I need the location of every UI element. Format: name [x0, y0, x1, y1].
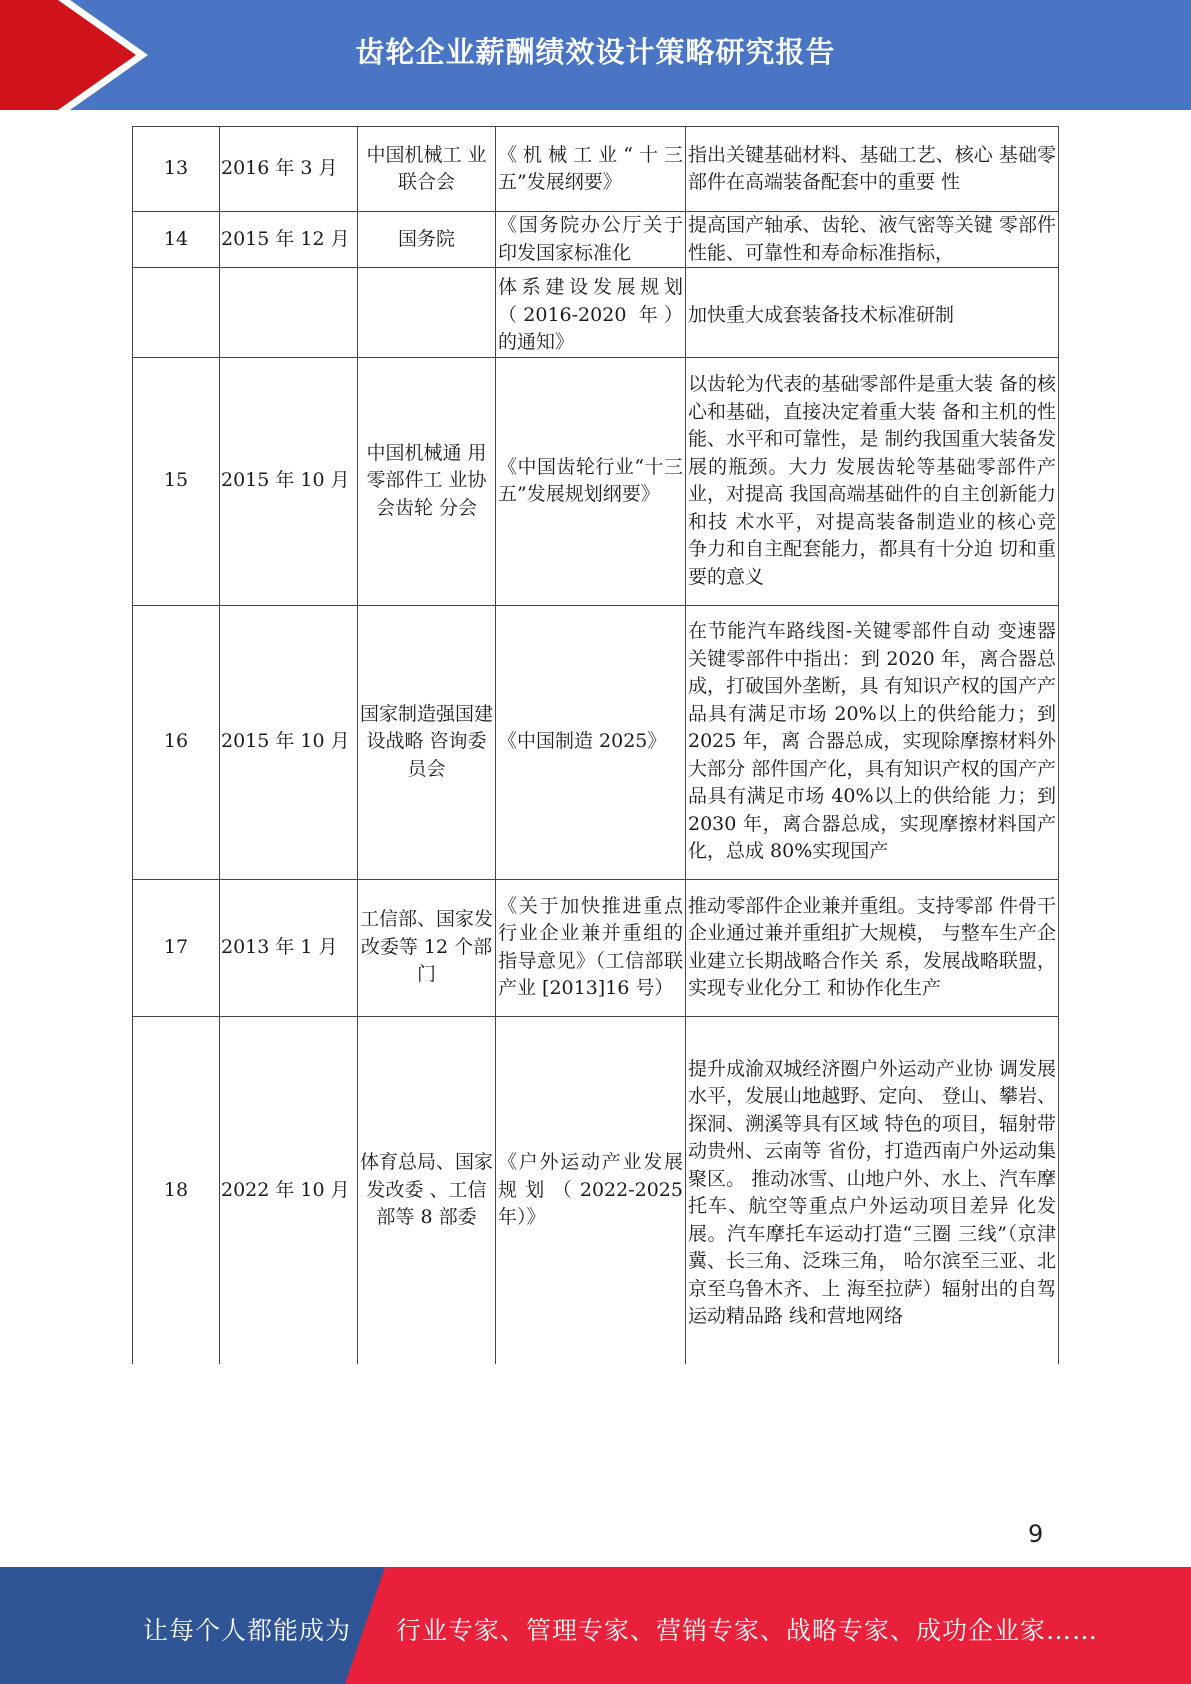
row-content: 提升成渝双城经济圈户外运动产业协 调发展水平，发展山地越野、定向、 登山、攀岩、探洞、溯溪等具有区域 特色的项目，辐射带动贵州、云南等 省份，打造西南户外运动集聚区。 推动冰雪、山地户外、水上、汽车摩 托车、航空等重点户外运动项目差异 化发展。汽车摩托车运动打造“三圈 三线”（京津冀、长三角、泛珠三角， 哈尔滨至三亚、北京至乌鲁木齐、上 海至拉萨）辐射出的自驾运动精品路 线和营地网络 [686, 1016, 1059, 1364]
row-organization: 体育总局、国家发改委 、工信部等 8 部委 [358, 1016, 496, 1364]
row-content: 加快重大成套装备技术标准研制 [686, 268, 1059, 358]
row-content: 以齿轮为代表的基础零部件是重大装 备的核心和基础，直接决定着重大装 备和主机的性能、水平和可靠性，是 制约我国重大装备发展的瓶颈。大力 发展齿轮等基础零部件产业，对提高 我国高端基础件的自主创新能力和技 术水平，对提高装备制造业的核心竞 争力和自主配套能力，都具有十分迫 切和重要的意义 [686, 357, 1059, 605]
row-content: 提高国产轴承、齿轮、液气密等关键 零部件性能、可靠性和寿命标准指标， [686, 212, 1059, 268]
row-content: 在节能汽车路线图-关键零部件自动 变速器关键零部件中指出：到 2020 年，离合器总成，打破国外垄断，具 有知识产权的国产产品具有满足市场 20%以上的供给能力；到 2025 年，离 合器总成，实现除摩擦材料外大部分 部件国产化，具有知识产权的国产产 品具有满足市场 40%以上的供给能 力；到 2030 年，离合器总成，实现摩擦材料国产化，总成 80%实现国产 [686, 605, 1059, 879]
footer-slogan-left: 让每个人都能成为 [143, 1616, 352, 1645]
row-document: 体系建设发展规划（2016-2020 年） 的通知》 [496, 268, 686, 358]
row-number: 16 [133, 605, 220, 879]
row-date: 2015 年 10 月 [220, 605, 358, 879]
row-number [133, 268, 220, 358]
table-row [133, 268, 1059, 358]
row-date: 2015 年 10 月 [220, 357, 358, 605]
row-date [220, 268, 358, 358]
row-organization: 工信部、国家发改委等 12 个部门 [358, 879, 496, 1016]
page-number: 9 [1028, 1520, 1044, 1548]
row-document: 《中国齿轮行业“十三五”发展规划纲要》 [496, 357, 686, 605]
row-document: 《机械工业“十三五”发展纲要》 [496, 127, 686, 212]
row-date: 2016 年 3 月 [220, 127, 358, 212]
table-row [133, 1016, 1059, 1364]
header-bar [0, 0, 1191, 110]
report-title: 齿轮企业薪酬绩效设计策略研究报告 [355, 35, 836, 69]
row-organization: 国家制造强国建设战略 咨询委员会 [358, 605, 496, 879]
row-content: 推动零部件企业兼并重组。支持零部 件骨干企业通过兼并重组扩大规模， 与整车生产企业建立长期战略合作关 系，发展战略联盟，实现专业化分工 和协作化生产 [686, 879, 1059, 1016]
row-date: 2022 年 10 月 [220, 1016, 358, 1364]
footer-bar [0, 1567, 1191, 1684]
row-number: 17 [133, 879, 220, 1016]
row-organization [358, 268, 496, 358]
table-row [133, 212, 1059, 268]
row-document: 《中国制造 2025》 [496, 605, 686, 879]
table-row [133, 605, 1059, 879]
row-document: 《户外运动产业发展规划（2022-2025 年）》 [496, 1016, 686, 1364]
footer-slogan-right: 行业专家、管理专家、营销专家、战略专家、成功企业家…… [396, 1616, 1099, 1645]
row-number: 15 [133, 357, 220, 605]
table-row [133, 127, 1059, 212]
row-date: 2013 年 1 月 [220, 879, 358, 1016]
row-number: 14 [133, 212, 220, 268]
policy-table [132, 126, 1059, 1364]
row-organization: 国务院 [358, 212, 496, 268]
row-organization: 中国机械通 用零部件工 业协会齿轮 分会 [358, 357, 496, 605]
row-organization: 中国机械工 业联合会 [358, 127, 496, 212]
table-row [133, 879, 1059, 1016]
row-content: 指出关键基础材料、基础工艺、核心 基础零部件在高端装备配套中的重要 性 [686, 127, 1059, 212]
row-document: 《关于加快推进重点行业企业兼并重组的指导意见》（工信部联产业 [2013]16 号） [496, 879, 686, 1016]
row-number: 13 [133, 127, 220, 212]
table-row [133, 357, 1059, 605]
row-number: 18 [133, 1016, 220, 1364]
row-document: 《国务院办公厅关于印发国家标准化 [496, 212, 686, 268]
row-date: 2015 年 12 月 [220, 212, 358, 268]
